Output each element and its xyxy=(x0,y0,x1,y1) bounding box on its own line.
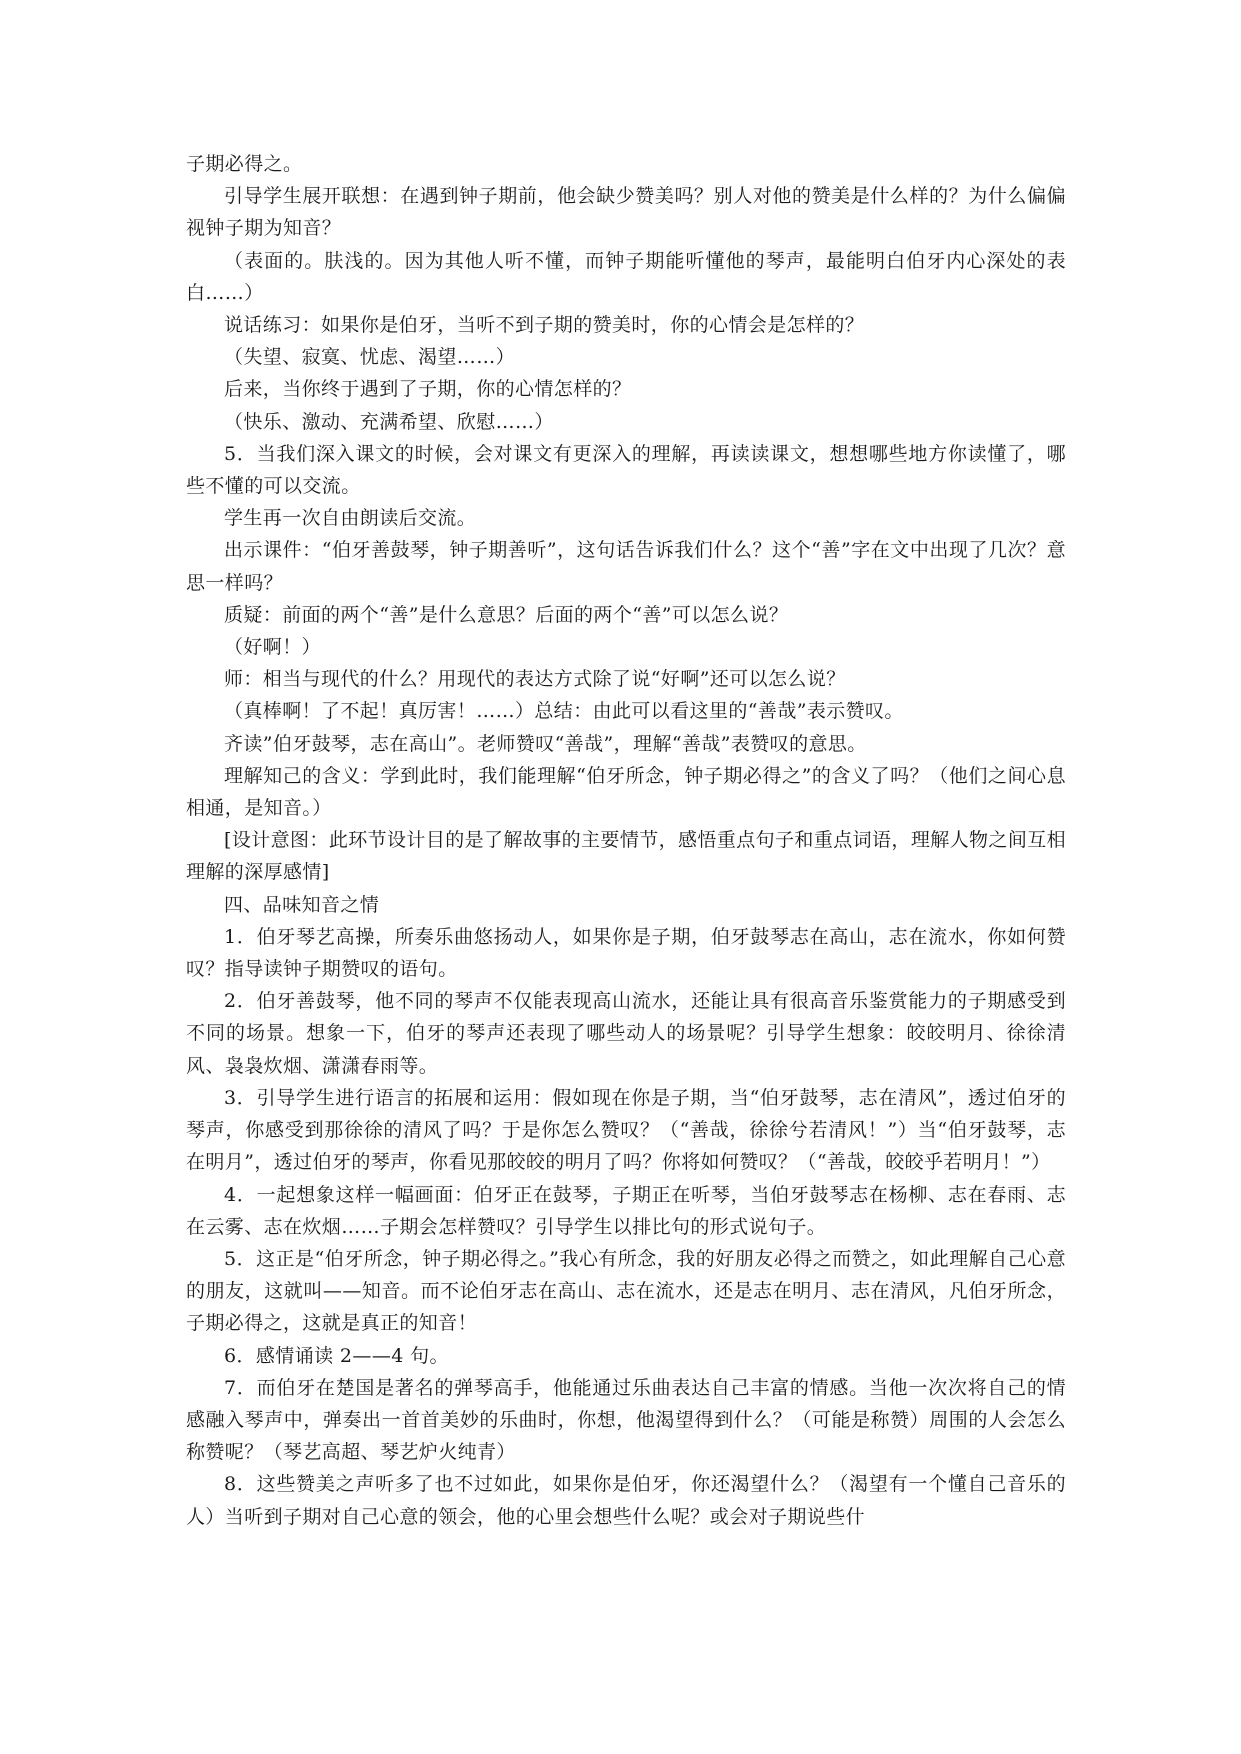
paragraph: （好啊！） xyxy=(224,636,322,659)
paragraph: 3．引导学生进行语言的拓展和运用：假如现在你是子期，当“伯牙鼓琴，志在清风”，透过伯牙的琴声，你感受到那徐徐的清风了吗？于是你怎么赞叹？（“善哉，徐徐兮若清风！”）当“伯牙鼓琴，志在明月”，透过伯牙的琴声，你看见那皎皎的明月了吗？你将如何赞叹？（“善哉，皎皎乎若明月！”） xyxy=(186,1086,1066,1174)
paragraph: 师：相当与现代的什么？用现代的表达方式除了说“好啊”还可以怎么说？ xyxy=(224,668,846,691)
document-page xyxy=(186,148,1066,1533)
paragraph: 学生再一次自由朗读后交流。 xyxy=(224,507,477,530)
paragraph: 质疑：前面的两个“善”是什么意思？后面的两个“善”可以怎么说？ xyxy=(224,603,789,626)
paragraph: 说话练习：如果你是伯牙，当听不到子期的赞美时，你的心情会是怎样的？ xyxy=(224,314,865,337)
paragraph: 理解知己的含义：学到此时，我们能理解“伯牙所念，钟子期必得之”的含义了吗？（他们之间心息相通，是知音。） xyxy=(186,764,1066,820)
paragraph: 齐读”伯牙鼓琴，志在高山”。老师赞叹“善哉”，理解“善哉”表赞叹的意思。 xyxy=(224,732,867,755)
paragraph: （失望、寂寞、忧虑、渴望……） xyxy=(224,346,516,369)
paragraph: 引导学生展开联想：在遇到钟子期前，他会缺少赞美吗？别人对他的赞美是什么样的？为什么偏偏视钟子期为知音？ xyxy=(186,185,1066,240)
paragraph: 7．而伯牙在楚国是著名的弹琴高手，他能通过乐曲表达自己丰富的情感。当他一次次将自己的情感融入琴声中，弹奏出一首首美妙的乐曲时，你想，他渴望得到什么？（可能是称赞）周围的人会怎么称赞呢？（琴艺高超、琴艺炉火纯青） xyxy=(186,1376,1066,1464)
paragraph: 6．感情诵读 2——4 句。 xyxy=(224,1344,449,1367)
paragraph: 子期必得之。 xyxy=(186,153,303,175)
paragraph: 5．当我们深入课文的时候，会对课文有更深入的理解，再读读课文，想想哪些地方你读懂了，哪些不懂的可以交流。 xyxy=(186,442,1066,498)
paragraph: 后来，当你终于遇到了子期，你的心情怎样的？ xyxy=(224,378,632,401)
paragraph: 4．一起想象这样一幅画面：伯牙正在鼓琴，子期正在听琴，当伯牙鼓琴志在杨柳、志在春雨、志在云雾、志在炊烟……子期会怎样赞叹？引导学生以排比句的形式说句子。 xyxy=(186,1183,1066,1238)
paragraph: 2．伯牙善鼓琴，他不同的琴声不仅能表现高山流水，还能让具有很高音乐鉴赏能力的子期感受到不同的场景。想象一下，伯牙的琴声还表现了哪些动人的场景呢？引导学生想象：皎皎明月、徐徐清风、袅袅炊烟、潇潇春雨等。 xyxy=(186,990,1066,1077)
paragraph: 1．伯牙琴艺高操，所奏乐曲悠扬动人，如果你是子期，伯牙鼓琴志在高山，志在流水，你如何赞叹？指导读钟子期赞叹的语句。 xyxy=(186,925,1066,981)
paragraph: 四、品味知音之情 xyxy=(224,893,380,916)
paragraph: [设计意图：此环节设计目的是了解故事的主要情节，感悟重点句子和重点词语，理解人物之间互相理解的深厚感情] xyxy=(186,829,1067,884)
paragraph: （真棒啊！了不起！真厉害！……）总结：由此可以看这里的“善哉”表示赞叹。 xyxy=(224,700,904,723)
paragraph: （快乐、激动、充满希望、欣慰……） xyxy=(224,410,554,433)
paragraph: （表面的。肤浅的。因为其他人听不懂，而钟子期能听懂他的琴声，最能明白伯牙内心深处的表白……） xyxy=(186,249,1066,304)
paragraph: 出示课件：“伯牙善鼓琴，钟子期善听”，这句话告诉我们什么？这个“善”字在文中出现了几次？意思一样吗？ xyxy=(186,539,1066,594)
paragraph: 5．这正是“伯牙所念，钟子期必得之。”我心有所念，我的好朋友必得之而赞之，如此理解自己心意的朋友，这就叫——知音。而不论伯牙志在高山、志在流水，还是志在明月、志在清风，凡伯牙所念，子期必得之，这就是真正的知音！ xyxy=(186,1247,1066,1335)
paragraph: 8．这些赞美之声听多了也不过如此，如果你是伯牙，你还渴望什么？（渴望有一个懂自己音乐的人）当听到子期对自己心意的领会，他的心里会想些什么呢？或会对子期说些什 xyxy=(186,1473,1066,1528)
